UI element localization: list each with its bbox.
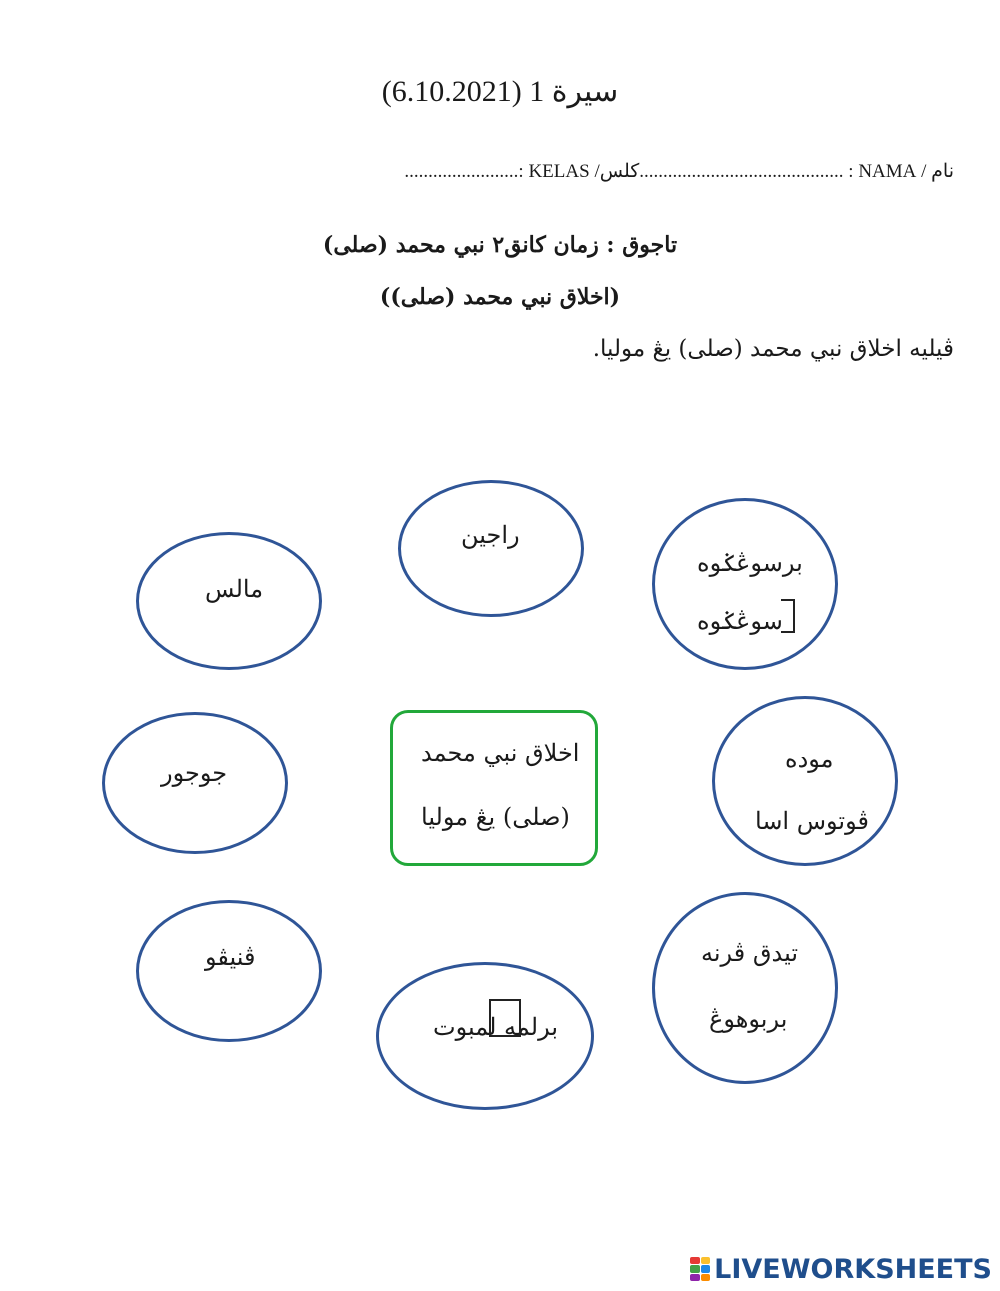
oval-bersungguh[interactable] [652, 498, 838, 670]
oval-mudah[interactable] [712, 696, 898, 866]
oval-malas[interactable] [136, 532, 322, 670]
oval-rajin-label: راجين [461, 521, 520, 549]
watermark-text: LIVEWORKSHEETS [714, 1253, 992, 1285]
oval-bersungguh-line1: برسوڠݢوه [697, 549, 803, 577]
oval-mudah-line2: ڤوتوس اسا [755, 807, 869, 835]
oval-jujur-label: جوجور [161, 759, 228, 787]
oval-penipu-label: ڤنيڤو [205, 943, 256, 971]
oval-tidak-pernah[interactable] [652, 892, 838, 1084]
oval-penipu[interactable] [136, 900, 322, 1042]
center-line-1: اخلاق نبي محمد [421, 739, 580, 767]
answer-box[interactable] [781, 599, 795, 633]
oval-jujur[interactable] [102, 712, 288, 854]
oval-tidak-pernah-line1: تيدق ڤرنه [701, 939, 799, 967]
subtopic-heading: (اخلاق نبي محمد (صلى)) [379, 284, 621, 310]
liveworksheets-logo-icon [690, 1257, 710, 1281]
topic-heading: تاجوق : زمان كانق٢ نبي محمد (صلى) [322, 232, 678, 258]
oval-rajin[interactable] [398, 480, 584, 617]
answer-box[interactable] [489, 999, 521, 1037]
name-class-line: نام / NAMA : ...........................................كلس/ KELAS :........................ [404, 161, 954, 182]
oval-berlemah-lembut[interactable] [376, 962, 594, 1110]
liveworksheets-watermark [690, 1253, 992, 1285]
oval-berlemah-lembut-label: برلمه لمبوت [433, 1013, 559, 1041]
center-concept-box [390, 710, 598, 866]
oval-mudah-line1: موده [785, 745, 834, 773]
oval-bersungguh-line2: سوڠݢوه [697, 607, 783, 635]
worksheet-title: سيرة 1 (6.10.2021) [381, 75, 619, 108]
center-line-2: (صلى) يڠ موليا [421, 803, 570, 831]
instruction-text: ڤيليه اخلاق نبي محمد (صلى) يڠ موليا. [592, 336, 954, 362]
oval-malas-label: مالس [205, 575, 264, 603]
oval-tidak-pernah-line2: بربوهوڠ [709, 1005, 788, 1033]
